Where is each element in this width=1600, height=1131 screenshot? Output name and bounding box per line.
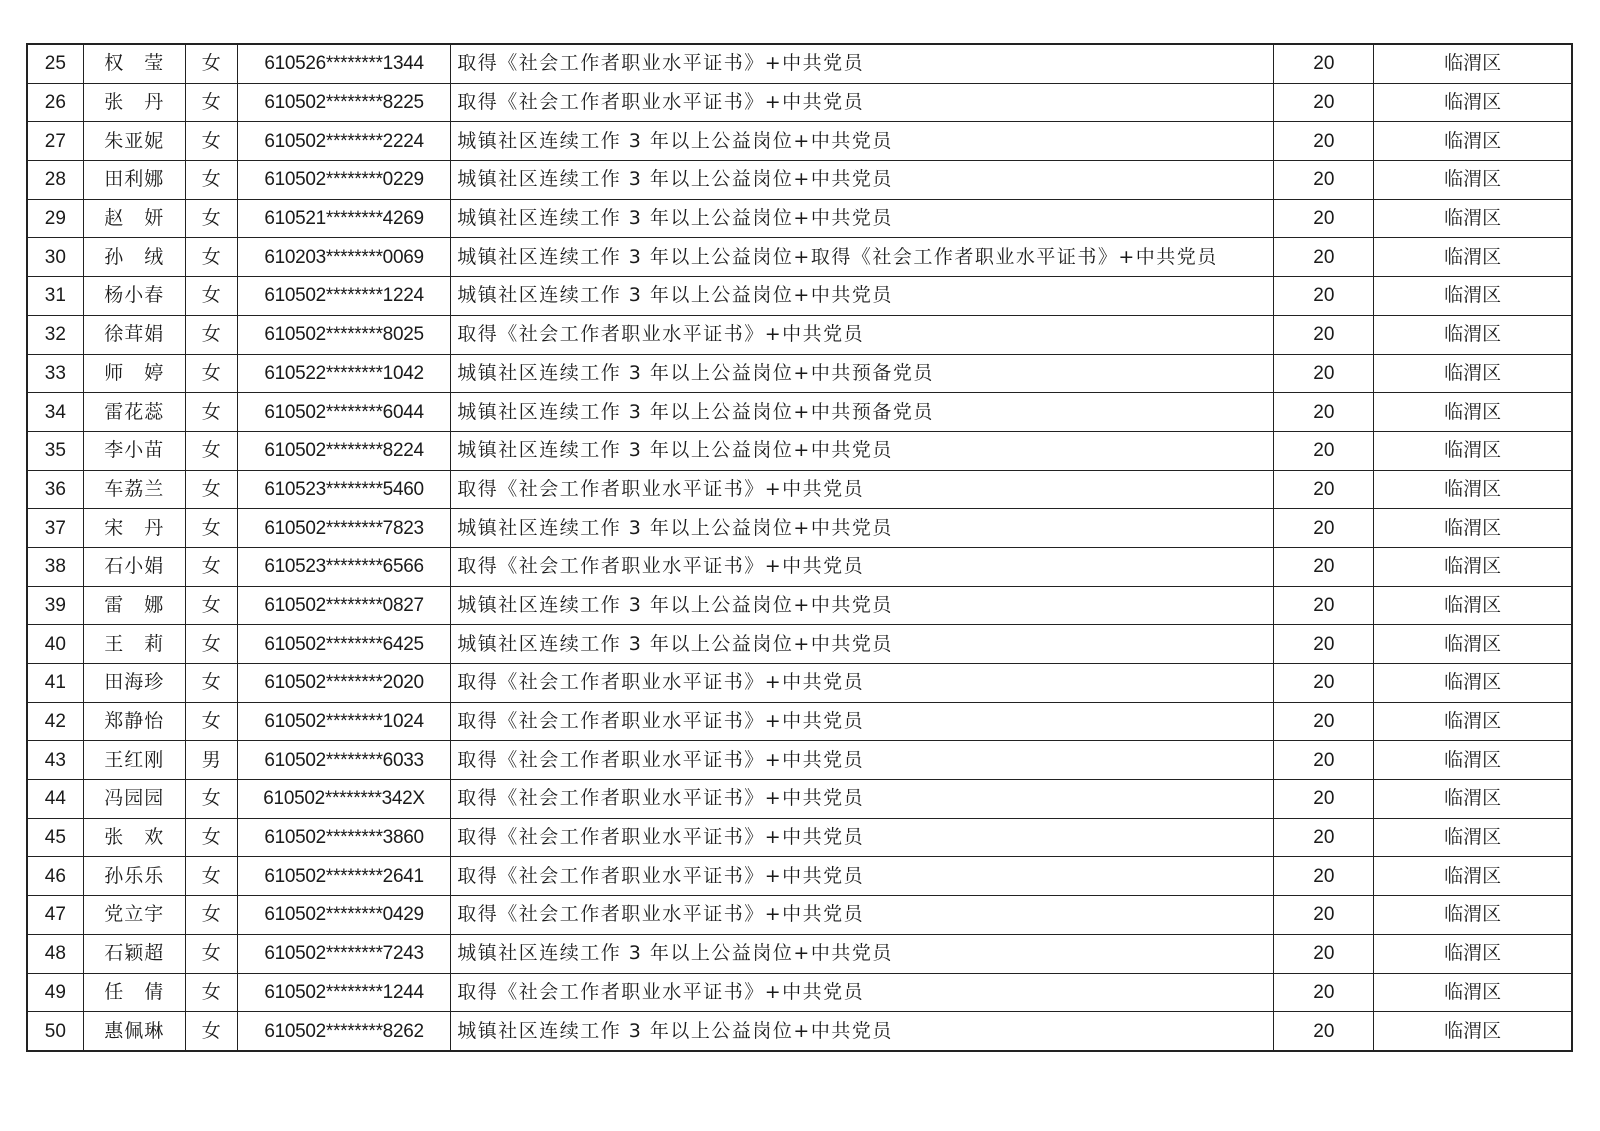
row-number-cell: 46 (27, 857, 83, 896)
row-number-cell: 25 (27, 44, 83, 83)
table-row (27, 509, 1572, 548)
row-number-cell: 26 (27, 83, 83, 122)
score-cell: 20 (1274, 277, 1374, 316)
score-cell: 20 (1274, 83, 1374, 122)
applicant-gender-cell: 女 (185, 702, 237, 741)
id-number-cell: 610502********6425 (237, 625, 450, 664)
score-cell: 20 (1274, 934, 1374, 973)
table-row (27, 83, 1572, 122)
qualification-cell: 城镇社区连续工作 3 年以上公益岗位+中共预备党员 (451, 393, 1274, 432)
id-number-cell: 610502********3860 (237, 818, 450, 857)
qualification-cell: 城镇社区连续工作 3 年以上公益岗位+中共预备党员 (451, 354, 1274, 393)
table-row (27, 44, 1572, 83)
applicant-gender-cell: 女 (185, 547, 237, 586)
applicant-name-cell: 车荔兰 (83, 470, 185, 509)
table-row (27, 161, 1572, 200)
qualification-cell: 取得《社会工作者职业水平证书》+中共党员 (451, 44, 1274, 83)
id-number-cell: 610526********1344 (237, 44, 450, 83)
id-number-cell: 610502********8025 (237, 315, 450, 354)
row-number-cell: 28 (27, 161, 83, 200)
district-cell: 临渭区 (1374, 354, 1572, 393)
district-cell: 临渭区 (1374, 547, 1572, 586)
district-cell: 临渭区 (1374, 44, 1572, 83)
district-cell: 临渭区 (1374, 702, 1572, 741)
table-row (27, 780, 1572, 819)
applicant-name-cell: 李小苗 (83, 431, 185, 470)
row-number-cell: 39 (27, 586, 83, 625)
applicant-gender-cell: 女 (185, 83, 237, 122)
score-cell: 20 (1274, 122, 1374, 161)
applicant-gender-cell: 女 (185, 1012, 237, 1051)
district-cell: 临渭区 (1374, 83, 1572, 122)
district-cell: 临渭区 (1374, 780, 1572, 819)
district-cell: 临渭区 (1374, 1012, 1572, 1051)
id-number-cell: 610502********342X (237, 780, 450, 819)
row-number-cell: 30 (27, 238, 83, 277)
row-number-cell: 35 (27, 431, 83, 470)
applicant-table (26, 43, 1573, 1052)
table-body (27, 44, 1572, 1051)
district-cell: 临渭区 (1374, 431, 1572, 470)
applicant-gender-cell: 女 (185, 354, 237, 393)
qualification-cell: 城镇社区连续工作 3 年以上公益岗位+取得《社会工作者职业水平证书》+中共党员 (451, 238, 1274, 277)
row-number-cell: 34 (27, 393, 83, 432)
row-number-cell: 32 (27, 315, 83, 354)
applicant-gender-cell: 男 (185, 741, 237, 780)
district-cell: 临渭区 (1374, 664, 1572, 703)
applicant-gender-cell: 女 (185, 431, 237, 470)
district-cell: 临渭区 (1374, 818, 1572, 857)
applicant-name-cell: 张 丹 (83, 83, 185, 122)
applicant-name-cell: 师 婷 (83, 354, 185, 393)
id-number-cell: 610502********0827 (237, 586, 450, 625)
table-row (27, 973, 1572, 1012)
table-row (27, 238, 1572, 277)
qualification-cell: 城镇社区连续工作 3 年以上公益岗位+中共党员 (451, 161, 1274, 200)
qualification-cell: 取得《社会工作者职业水平证书》+中共党员 (451, 973, 1274, 1012)
score-cell: 20 (1274, 431, 1374, 470)
applicant-name-cell: 石小娟 (83, 547, 185, 586)
id-number-cell: 610502********2020 (237, 664, 450, 703)
applicant-name-cell: 宋 丹 (83, 509, 185, 548)
table-row (27, 393, 1572, 432)
applicant-name-cell: 杨小春 (83, 277, 185, 316)
score-cell: 20 (1274, 896, 1374, 935)
district-cell: 临渭区 (1374, 857, 1572, 896)
table-row (27, 702, 1572, 741)
applicant-name-cell: 张 欢 (83, 818, 185, 857)
id-number-cell: 610502********1244 (237, 973, 450, 1012)
applicant-gender-cell: 女 (185, 586, 237, 625)
applicant-name-cell: 朱亚妮 (83, 122, 185, 161)
score-cell: 20 (1274, 664, 1374, 703)
table-row (27, 625, 1572, 664)
district-cell: 临渭区 (1374, 625, 1572, 664)
qualification-cell: 取得《社会工作者职业水平证书》+中共党员 (451, 741, 1274, 780)
id-number-cell: 610502********2641 (237, 857, 450, 896)
score-cell: 20 (1274, 586, 1374, 625)
row-number-cell: 29 (27, 199, 83, 238)
applicant-name-cell: 石颖超 (83, 934, 185, 973)
id-number-cell: 610203********0069 (237, 238, 450, 277)
applicant-gender-cell: 女 (185, 973, 237, 1012)
row-number-cell: 36 (27, 470, 83, 509)
row-number-cell: 27 (27, 122, 83, 161)
row-number-cell: 43 (27, 741, 83, 780)
qualification-cell: 取得《社会工作者职业水平证书》+中共党员 (451, 547, 1274, 586)
qualification-cell: 城镇社区连续工作 3 年以上公益岗位+中共党员 (451, 586, 1274, 625)
row-number-cell: 42 (27, 702, 83, 741)
table-row (27, 934, 1572, 973)
district-cell: 临渭区 (1374, 277, 1572, 316)
qualification-cell: 城镇社区连续工作 3 年以上公益岗位+中共党员 (451, 122, 1274, 161)
qualification-cell: 取得《社会工作者职业水平证书》+中共党员 (451, 664, 1274, 703)
district-cell: 临渭区 (1374, 896, 1572, 935)
score-cell: 20 (1274, 509, 1374, 548)
qualification-cell: 城镇社区连续工作 3 年以上公益岗位+中共党员 (451, 431, 1274, 470)
score-cell: 20 (1274, 1012, 1374, 1051)
applicant-name-cell: 赵 妍 (83, 199, 185, 238)
table-row (27, 857, 1572, 896)
score-cell: 20 (1274, 393, 1374, 432)
row-number-cell: 45 (27, 818, 83, 857)
applicant-gender-cell: 女 (185, 470, 237, 509)
district-cell: 临渭区 (1374, 315, 1572, 354)
id-number-cell: 610502********6033 (237, 741, 450, 780)
applicant-name-cell: 权 莹 (83, 44, 185, 83)
id-number-cell: 610502********0429 (237, 896, 450, 935)
qualification-cell: 城镇社区连续工作 3 年以上公益岗位+中共党员 (451, 277, 1274, 316)
id-number-cell: 610502********1224 (237, 277, 450, 316)
score-cell: 20 (1274, 741, 1374, 780)
table-row (27, 315, 1572, 354)
applicant-gender-cell: 女 (185, 857, 237, 896)
id-number-cell: 610502********8262 (237, 1012, 450, 1051)
district-cell: 临渭区 (1374, 586, 1572, 625)
row-number-cell: 38 (27, 547, 83, 586)
applicant-name-cell: 党立宇 (83, 896, 185, 935)
score-cell: 20 (1274, 547, 1374, 586)
qualification-cell: 取得《社会工作者职业水平证书》+中共党员 (451, 818, 1274, 857)
score-cell: 20 (1274, 973, 1374, 1012)
score-cell: 20 (1274, 199, 1374, 238)
id-number-cell: 610523********6566 (237, 547, 450, 586)
applicant-gender-cell: 女 (185, 44, 237, 83)
applicant-gender-cell: 女 (185, 664, 237, 703)
applicant-gender-cell: 女 (185, 393, 237, 432)
qualification-cell: 城镇社区连续工作 3 年以上公益岗位+中共党员 (451, 625, 1274, 664)
qualification-cell: 取得《社会工作者职业水平证书》+中共党员 (451, 83, 1274, 122)
applicant-gender-cell: 女 (185, 315, 237, 354)
row-number-cell: 49 (27, 973, 83, 1012)
qualification-cell: 取得《社会工作者职业水平证书》+中共党员 (451, 702, 1274, 741)
score-cell: 20 (1274, 44, 1374, 83)
row-number-cell: 41 (27, 664, 83, 703)
applicant-gender-cell: 女 (185, 509, 237, 548)
applicant-gender-cell: 女 (185, 896, 237, 935)
qualification-cell: 城镇社区连续工作 3 年以上公益岗位+中共党员 (451, 1012, 1274, 1051)
score-cell: 20 (1274, 818, 1374, 857)
applicant-name-cell: 冯园园 (83, 780, 185, 819)
score-cell: 20 (1274, 354, 1374, 393)
score-cell: 20 (1274, 315, 1374, 354)
table-row (27, 199, 1572, 238)
table-row (27, 122, 1572, 161)
score-cell: 20 (1274, 470, 1374, 509)
applicant-gender-cell: 女 (185, 122, 237, 161)
district-cell: 临渭区 (1374, 741, 1572, 780)
row-number-cell: 50 (27, 1012, 83, 1051)
applicant-gender-cell: 女 (185, 625, 237, 664)
table-row (27, 586, 1572, 625)
applicant-name-cell: 雷 娜 (83, 586, 185, 625)
id-number-cell: 610502********7823 (237, 509, 450, 548)
table-row (27, 741, 1572, 780)
row-number-cell: 40 (27, 625, 83, 664)
applicant-gender-cell: 女 (185, 277, 237, 316)
applicant-gender-cell: 女 (185, 161, 237, 200)
table-row (27, 1012, 1572, 1051)
id-number-cell: 610502********2224 (237, 122, 450, 161)
district-cell: 临渭区 (1374, 122, 1572, 161)
applicant-name-cell: 任 倩 (83, 973, 185, 1012)
table-row (27, 896, 1572, 935)
id-number-cell: 610502********7243 (237, 934, 450, 973)
score-cell: 20 (1274, 625, 1374, 664)
table-row (27, 470, 1572, 509)
applicant-name-cell: 惠佩琳 (83, 1012, 185, 1051)
applicant-gender-cell: 女 (185, 238, 237, 277)
district-cell: 临渭区 (1374, 393, 1572, 432)
score-cell: 20 (1274, 702, 1374, 741)
table-row (27, 431, 1572, 470)
row-number-cell: 48 (27, 934, 83, 973)
table-row (27, 664, 1572, 703)
table-row (27, 354, 1572, 393)
qualification-cell: 取得《社会工作者职业水平证书》+中共党员 (451, 315, 1274, 354)
score-cell: 20 (1274, 238, 1374, 277)
qualification-cell: 城镇社区连续工作 3 年以上公益岗位+中共党员 (451, 934, 1274, 973)
district-cell: 临渭区 (1374, 238, 1572, 277)
qualification-cell: 取得《社会工作者职业水平证书》+中共党员 (451, 780, 1274, 819)
applicant-gender-cell: 女 (185, 199, 237, 238)
table-row (27, 547, 1572, 586)
applicant-name-cell: 郑静怡 (83, 702, 185, 741)
row-number-cell: 31 (27, 277, 83, 316)
applicant-name-cell: 徐茸娟 (83, 315, 185, 354)
qualification-cell: 取得《社会工作者职业水平证书》+中共党员 (451, 470, 1274, 509)
id-number-cell: 610521********4269 (237, 199, 450, 238)
row-number-cell: 33 (27, 354, 83, 393)
applicant-name-cell: 雷花蕊 (83, 393, 185, 432)
applicant-name-cell: 王 莉 (83, 625, 185, 664)
applicant-gender-cell: 女 (185, 780, 237, 819)
id-number-cell: 610502********1024 (237, 702, 450, 741)
district-cell: 临渭区 (1374, 161, 1572, 200)
score-cell: 20 (1274, 161, 1374, 200)
id-number-cell: 610502********6044 (237, 393, 450, 432)
id-number-cell: 610522********1042 (237, 354, 450, 393)
applicant-name-cell: 孙 绒 (83, 238, 185, 277)
district-cell: 临渭区 (1374, 934, 1572, 973)
qualification-cell: 城镇社区连续工作 3 年以上公益岗位+中共党员 (451, 509, 1274, 548)
applicant-gender-cell: 女 (185, 818, 237, 857)
district-cell: 临渭区 (1374, 973, 1572, 1012)
district-cell: 临渭区 (1374, 470, 1572, 509)
district-cell: 临渭区 (1374, 509, 1572, 548)
qualification-cell: 取得《社会工作者职业水平证书》+中共党员 (451, 857, 1274, 896)
id-number-cell: 610523********5460 (237, 470, 450, 509)
applicant-name-cell: 田利娜 (83, 161, 185, 200)
row-number-cell: 44 (27, 780, 83, 819)
id-number-cell: 610502********8225 (237, 83, 450, 122)
qualification-cell: 城镇社区连续工作 3 年以上公益岗位+中共党员 (451, 199, 1274, 238)
applicant-name-cell: 王红刚 (83, 741, 185, 780)
applicant-name-cell: 田海珍 (83, 664, 185, 703)
qualification-cell: 取得《社会工作者职业水平证书》+中共党员 (451, 896, 1274, 935)
applicant-gender-cell: 女 (185, 934, 237, 973)
table-row (27, 277, 1572, 316)
row-number-cell: 47 (27, 896, 83, 935)
table-row (27, 818, 1572, 857)
score-cell: 20 (1274, 857, 1374, 896)
id-number-cell: 610502********0229 (237, 161, 450, 200)
district-cell: 临渭区 (1374, 199, 1572, 238)
id-number-cell: 610502********8224 (237, 431, 450, 470)
row-number-cell: 37 (27, 509, 83, 548)
score-cell: 20 (1274, 780, 1374, 819)
applicant-name-cell: 孙乐乐 (83, 857, 185, 896)
